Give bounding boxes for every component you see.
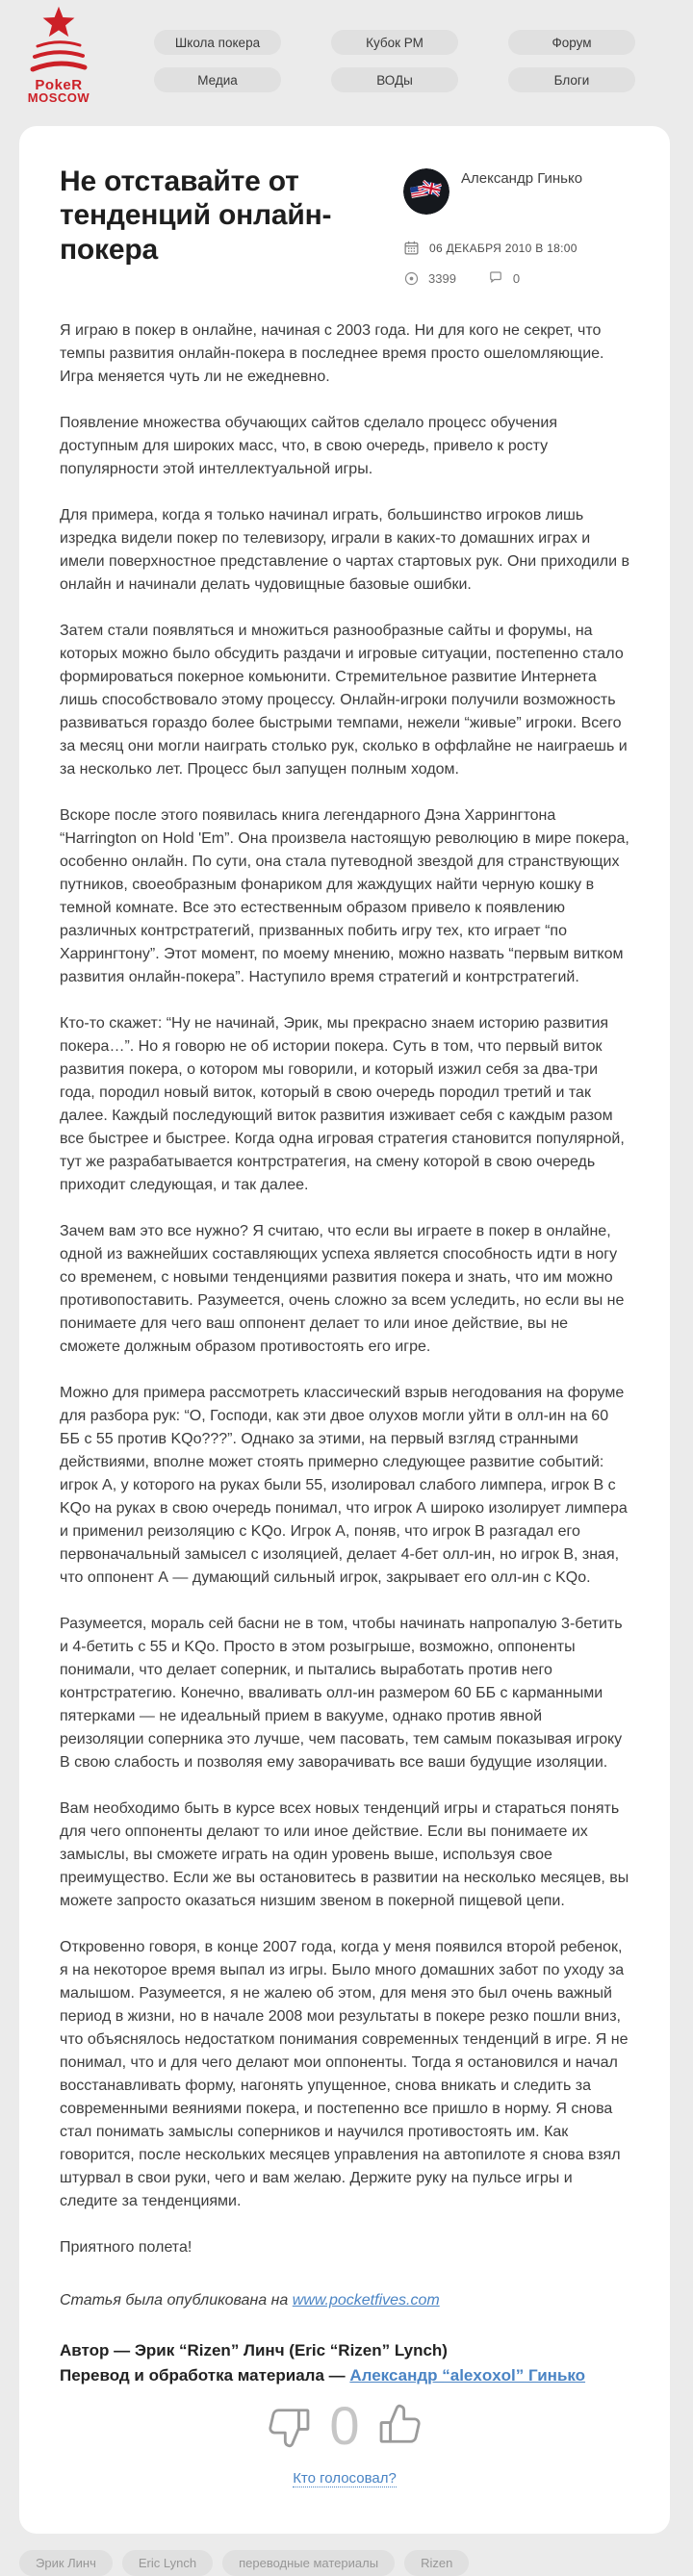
article-body (60, 319, 629, 2259)
site-logo[interactable] (23, 6, 94, 104)
who-voted-link[interactable]: Кто голосовал? (293, 2469, 397, 2487)
paragraph: Вам необходимо быть в курсе всех новых тенденций игры и стараться понять для чего оппоненты делают то или иное действие. Если вы понимаете их замыслы, вы сможете играть на один уровень выше, используя свое преимущество. Если же вы остановитесь в развитии на несколько месяцев, вы можете запросто оказаться низшим звеном в покерной пищевой цепи. (60, 1800, 629, 1909)
comments-icon (487, 269, 504, 287)
paragraph: Кто-то скажет: “Ну не начинай, Эрик, мы прекрасно знаем историю развития покера…”. Но я говорю не об истории покера. Суть в том, что первый виток развития покера, о котором мы говорили, и который изжил себя за два-три года, породил новый виток, который в свою очередь породил третий и так далее. Каждый последующий виток развития изживает себя с каждым разом все быстрее и быстрее. Когда одна игровая стратегия становится популярной, тут же разрабатывается контрстратегия, на смену которой в свою очередь приходит следующая, и так далее. (60, 1015, 625, 1193)
credits-translation-line (60, 2363, 629, 2388)
paragraph: Появление множества обучающих сайтов сделало процесс обучения доступным для широких масс, что, в свою очередь, привело к росту популярности этой интеллектуальной игры. (60, 415, 557, 477)
article-card (19, 126, 670, 2534)
tag-erik-linch[interactable]: Эрик Линч (19, 2550, 113, 2576)
source-line (60, 2292, 629, 2309)
tag-translated-materials[interactable]: переводные материалы (222, 2550, 395, 2576)
logo-line2: MOSCOW (27, 90, 90, 105)
credits-translation-prefix: Перевод и обработка материала — (60, 2366, 350, 2385)
paragraph: Разумеется, мораль сей басни не в том, чтобы начинать напропалую 3-бетить и 4-бетить с 55 и KQo. Просто в этом розыгрыше, возможно, оппоненты понимали, что делает соперник, и пытались выработать против него контрстратегию. Конечно, вваливать олл-ин размером 60 ББ с карманными пятерками — не идеальный прием в вакууме, однако против явной реизоляции соперника это лучше, чем пасовать, тем самым показывая игроку В свою слабость и позволяя ему заворачивать все ваши будущие изоляции. (60, 1616, 623, 1771)
nav-item-poker-school[interactable]: Школа покера (154, 30, 281, 55)
author-link[interactable] (403, 168, 629, 215)
tags-row (19, 2550, 693, 2576)
nav-item-forum[interactable]: Форум (508, 30, 635, 55)
paragraph: Приятного полета! (60, 2239, 192, 2256)
who-voted-wrap (60, 2470, 629, 2487)
calendar-icon (403, 240, 420, 256)
avatar[interactable] (403, 168, 449, 215)
vote-row (60, 2394, 629, 2456)
thumbs-up-button[interactable] (375, 2401, 425, 2451)
nav-item-media[interactable]: Медиа (154, 67, 281, 92)
thumbs-down-button[interactable] (264, 2401, 314, 2451)
site-header (0, 0, 693, 126)
source-prefix: Статья была опубликована на (60, 2292, 293, 2308)
star-icon (23, 6, 94, 40)
publish-date-row (403, 240, 629, 256)
paragraph: Я играю в покер в онлайне, начиная с 2003 года. Ни для кого не секрет, что темпы развития онлайн-покера в последнее время просто ошеломляющие. Игра меняется чуть ли не ежедневно. (60, 322, 604, 385)
paragraph: Можно для примера рассмотреть классический взрыв негодования на форуме для разбора рук: “О, Господи, как эти двое олухов могли уйти в олл-ин на 60 ББ с 55 против KQo???”. Однако за этими, на первый взгляд странными действиями, вполне может стоять примерно следующее развитие событий: игрок А, у которого на руках были 55, изолировал слабого лимпера, игрок В с KQo на руках в свою очередь понимал, что игрок А широко изолирует лимпера и применил реизоляцию с KQo. Игрок А, поняв, что игрок В разгадал его первоначальный замысел с изоляцией, делает 4-бет олл-ин, но игрок В, зная, что оппонент А — думающий сильный игрок, закрывает его олл-ин с KQo. (60, 1385, 628, 1586)
credits-block (60, 2338, 629, 2389)
source-link[interactable]: www.pocketfives.com (292, 2292, 440, 2308)
main-navigation (154, 30, 635, 92)
chip-stack-icon (23, 38, 94, 79)
tag-rizen[interactable]: Rizen (404, 2550, 469, 2576)
nav-item-vods[interactable]: ВОДы (331, 67, 458, 92)
paragraph: Вскоре после этого появилась книга легендарного Дэна Харрингтона “Harrington on Hold 'Em”. Она произвела настоящую революцию в мире покера, особенно онлайн. По сути, она стала путеводной звездой для странствующих путников, своеобразным фонариком для жаждущих найти черную кошку в темной комнате. Все это естественным образом привело к появлению различных контрстратегий, призванных побить игру тех, кто играет “по Харрингтону”. Этот момент, по моему мнению, можно назвать “первым витком развития онлайн-покера”. Наступило время стратегий и контрстратегий. (60, 807, 629, 985)
page-title: Не отставайте от тенденций онлайн-покера (60, 166, 332, 266)
nav-item-cup-rm[interactable]: Кубок РМ (331, 30, 458, 55)
credits-author: Автор — Эрик “Rizen” Линч (Eric “Rizen” Lynch) (60, 2341, 448, 2359)
translator-link[interactable]: Александр “alexoxol” Гинько (349, 2366, 586, 2385)
paragraph: Для примера, когда я только начинал играть, большинство игроков лишь изредка видели покер по телевизору, играли в каких-то домашних играх и имели поверхностное представление о чартах стартовых рук. Они приходили в онлайн и начинали делать чудовищные базовые ошибки. (60, 507, 629, 593)
paragraph: Зачем вам это все нужно? Я считаю, что если вы играете в покер в онлайне, одной из важнейших составляющих успеха является способность идти в ногу со временем, с новыми тенденциями развития покера и знать, что им можно противопоставить. Разумеется, очень сложно за всем уследить, но если вы не понимаете для чего ваш оппонент делает то или иное действие, вы не сможете должным образом противостоять его игре. (60, 1223, 625, 1355)
views-count: 3399 (428, 270, 456, 286)
paragraph: Откровенно говоря, в конце 2007 года, когда у меня появился второй ребенок, я на некоторое время выпал из игры. Было много домашних забот по уходу за малышом. Разумеется, я не жалею об этом, для меня это был очень важный период в жизни, но в начале 2008 мои результаты в покере резко пошли вниз, что объяснялось недостатком понимания современных тенденций в игре. Я не понимал, что и для чего делают мои оппоненты. Тогда я остановился и начал восстанавливать форму, нагонять упущенное, снова вникать и следить за современными веяниями покера, и постепенно все пришло в норму. Я снова стал понимать замыслы соперников и научился противостоять им. Как говорится, после нескольких месяцев управления на автопилоте я снова взял штурвал в свои руки, чего и вам желаю. Держите руку на пульсе игры и следите за тенденциями. (60, 1939, 629, 2209)
article-meta (403, 165, 629, 287)
comments-count: 0 (512, 270, 521, 286)
tag-eric-lynch[interactable]: Eric Lynch (122, 2550, 213, 2576)
logo-line1: PokeR (35, 77, 83, 93)
logo-text (23, 79, 94, 104)
paragraph: Затем стали появляться и множиться разнообразные сайты и форумы, на которых можно было обсудить раздачи и игровые ситуации, постепенно стало формироваться покерное комьюнити. Стремительное развитие Интернета лишь способствовало этому процессу. Онлайн-игроки получили возможность развиваться гораздо более быстрыми темпами, нежели “живые” игроки. Всего за месяц они могли наиграть столько рук, сколько в оффлайне не наиграешь и за несколько лет. Процесс был запущен полным ходом. (60, 623, 628, 778)
article-stats-row (403, 269, 629, 287)
nav-item-blogs[interactable]: Блоги (508, 67, 635, 92)
article-header (60, 165, 629, 287)
author-name[interactable]: Александр Гинько (461, 170, 583, 187)
vote-count: 0 (329, 2394, 360, 2456)
publish-date: 06 ДЕКАБРЯ 2010 В 18:00 (429, 241, 578, 255)
views-icon (403, 270, 420, 287)
